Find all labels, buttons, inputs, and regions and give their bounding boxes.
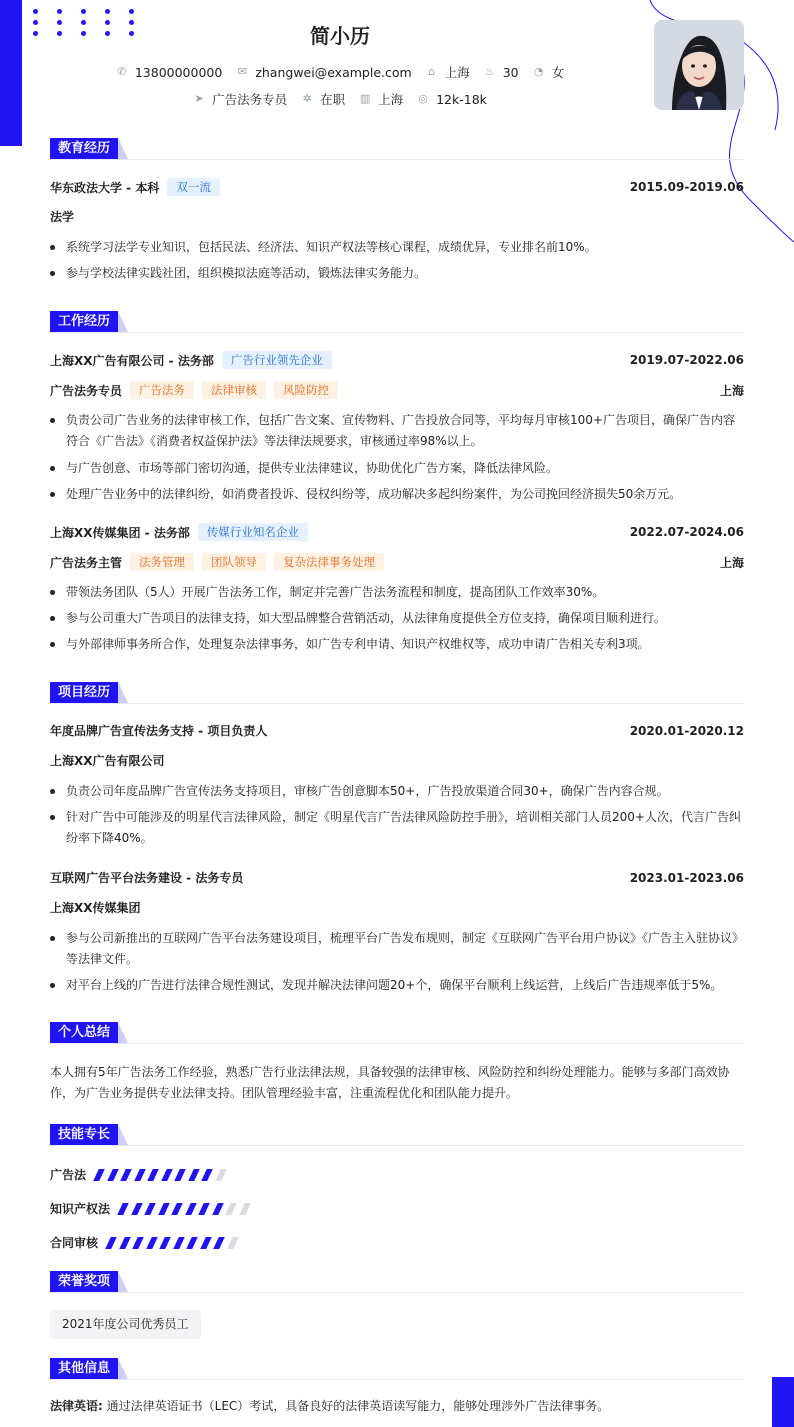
list-item: 带领法务团队（5人）开展广告法务工作，制定并完善广告法务流程和制度，提高团队工作效率30%。: [50, 582, 744, 603]
job-text: 广告法务专员: [212, 92, 288, 107]
project-date: 2020.01-2020.12: [629, 723, 744, 738]
job-row: [0, 90, 680, 108]
major: 法学: [50, 210, 75, 224]
list-item: 负责公司年度品牌广告宣传法务支持项目，审核广告创意脚本50+，广告投放渠道合同30+，确保广告内容合规。: [50, 781, 744, 802]
salary-text: 12k-18k: [436, 91, 487, 107]
age-item: [484, 65, 519, 80]
section-work: [50, 311, 744, 333]
skill-level-segment: [132, 1237, 144, 1249]
section-projects: [50, 682, 744, 704]
skill-level-segment: [147, 1169, 159, 1181]
candidate-name: 简小历: [310, 24, 370, 48]
section-title: 其他信息: [50, 1358, 118, 1379]
list-item: 针对广告中可能涉及的明星代言法律风险，制定《明星代言广告法律风险防控手册》，培训相关部门人员200+人次，代言广告纠纷率下降40%。: [50, 807, 744, 849]
skill-level-bar: [120, 1203, 255, 1215]
skill-level-bar: [108, 1237, 243, 1249]
skill-level-segment: [198, 1203, 210, 1215]
right-accent-bar: [772, 1377, 794, 1427]
list-item: 参与学校法律实践社团，组织模拟法庭等活动，锻炼法律实务能力。: [50, 263, 744, 284]
company-name: 上海XX传媒集团 - 法务部: [50, 525, 190, 540]
gender-icon: ◔: [533, 65, 544, 78]
status-item: [301, 90, 345, 108]
company-badge: 传媒行业知名企业: [198, 523, 308, 541]
list-item: 对平台上线的广告进行法律合规性测试，发现并解决法律问题20+个，确保平台顺利上线运营，上线后广告违规率低于5%。: [50, 975, 744, 996]
section-title: 工作经历: [50, 311, 118, 332]
section-title: 项目经历: [50, 682, 118, 703]
skill-level-segment: [119, 1237, 131, 1249]
section-title: 技能专长: [50, 1124, 118, 1145]
company-badge: 广告行业领先企业: [222, 351, 332, 369]
skill-level-segment: [188, 1169, 200, 1181]
skill-row: [50, 1200, 255, 1217]
school-name: 华东政法大学 - 本科: [50, 180, 160, 195]
list-item: 与外部律师事务所合作，处理复杂法律事务，如广告专利申请、知识产权维权等，成功申请广告相关专利3项。: [50, 634, 744, 655]
section-education: [50, 138, 744, 160]
section-title: 教育经历: [50, 138, 118, 159]
skill-level-segment: [185, 1203, 197, 1215]
project-header: [50, 722, 744, 739]
skill-level-segment: [225, 1203, 237, 1215]
work-role-row: [50, 381, 744, 399]
section-awards: [50, 1271, 744, 1293]
award-chip: 2021年度公司优秀员工: [50, 1310, 201, 1339]
salary-icon: ◎: [418, 92, 428, 105]
skill-level-segment: [144, 1203, 156, 1215]
skill-row: [50, 1166, 231, 1183]
contact-row: [0, 63, 680, 81]
project-org: 上海XX广告有限公司: [50, 754, 165, 768]
other-text: 通过法律英语证书（LEC）考试，具备良好的法律英语读写能力，能够处理涉外广告法律事务。: [106, 1399, 610, 1413]
skill-level-segment: [213, 1237, 225, 1249]
skill-tag: 团队领导: [202, 553, 266, 571]
skill-tag: 法律审核: [202, 381, 266, 399]
phone-icon: ✆: [117, 65, 127, 78]
project-org: 上海XX传媒集团: [50, 901, 141, 915]
role-title: 广告法务主管: [50, 555, 123, 570]
list-item: 负责公司广告业务的法律审核工作，包括广告文案、宣传物料、广告投放合同等，平均每月审核100+广告项目，确保广告内容符合《广告法》《消费者权益保护法》等法律法规要求，审核通过率98%以上。: [50, 410, 744, 452]
home-icon: ⌂: [428, 65, 436, 78]
skill-level-segment: [201, 1169, 213, 1181]
skill-tag: 风险防控: [274, 381, 338, 399]
skill-level-segment: [239, 1203, 251, 1215]
skill-row: [50, 1234, 243, 1251]
gender-item: [533, 63, 565, 81]
skill-level-segment: [174, 1169, 186, 1181]
section-title: 荣誉奖项: [50, 1271, 118, 1292]
work-location: 上海: [719, 555, 744, 570]
skill-level-segment: [146, 1237, 158, 1249]
skill-level-segment: [215, 1169, 227, 1181]
company-name: 上海XX广告有限公司 - 法务部: [50, 353, 214, 368]
project-title: 年度品牌广告宣传法务支持 - 项目负责人: [50, 724, 268, 738]
project-header: [50, 869, 744, 886]
city-text: 上海: [378, 92, 404, 107]
list-item: 参与公司重大广告项目的法律支持，如大型品牌整合营销活动，从法律角度提供全方位支持，确保项目顺利进行。: [50, 608, 744, 629]
send-icon: ➤: [194, 92, 204, 105]
role-title: 广告法务专员: [50, 383, 123, 398]
skill-level-segment: [161, 1169, 173, 1181]
skill-tag: 法务管理: [130, 553, 194, 571]
avatar: [654, 20, 744, 110]
skill-level-segment: [107, 1169, 119, 1181]
phone-item: [116, 65, 222, 80]
email-text: zhangwei@example.com: [255, 64, 412, 80]
summary-text: 本人拥有5年广告法务工作经验，熟悉广告行业法律法规，具备较强的法律审核、风险防控和纠纷处理能力。能够与多部门高效协作，为广告业务提供专业法律支持。团队管理经验丰富，注重流程优化和团队能力提升。: [50, 1065, 730, 1100]
skill-level-segment: [120, 1169, 132, 1181]
skill-level-segment: [171, 1203, 183, 1215]
skill-level-segment: [212, 1203, 224, 1215]
section-summary: [50, 1022, 744, 1044]
job-item: [193, 90, 287, 108]
status-text: 在职: [320, 92, 346, 107]
list-item: 处理广告业务中的法律纠纷，如消费者投诉、侵权纠纷等，成功解决多起纠纷案件，为公司挽回经济损失50余万元。: [50, 484, 744, 505]
skill-level-segment: [93, 1169, 105, 1181]
phone-text: 13800000000: [134, 64, 223, 80]
skill-level-segment: [158, 1203, 170, 1215]
work-header: [50, 351, 744, 369]
location-text: 上海: [444, 65, 470, 80]
skill-level-segment: [134, 1169, 146, 1181]
work-date: 2022.07-2024.06: [629, 525, 744, 539]
section-other: [50, 1358, 744, 1380]
skill-name: 合同审核: [50, 1236, 99, 1250]
email-item: [236, 65, 411, 80]
city-item: [359, 90, 403, 108]
skill-name: 知识产权法: [50, 1202, 111, 1216]
list-item: 系统学习法学专业知识，包括民法、经济法、知识产权法等核心课程，成绩优异，专业排名前10%。: [50, 237, 744, 258]
work-location: 上海: [719, 383, 744, 398]
skill-level-segment: [186, 1237, 198, 1249]
age-text: 30: [502, 64, 519, 80]
skill-tag: 复杂法律事务处理: [274, 553, 384, 571]
skill-level-segment: [159, 1237, 171, 1249]
skill-level-segment: [200, 1237, 212, 1249]
other-label: 法律英语:: [50, 1399, 103, 1413]
list-item: 参与公司新推出的互联网广告平台法务建设项目，梳理平台广告发布规则，制定《互联网广告平台用户协议》《广告主入驻协议》等法律文件。: [50, 928, 744, 970]
other-info: [50, 1396, 744, 1417]
skill-level-segment: [173, 1237, 185, 1249]
education-header: [50, 178, 744, 196]
project-title: 互联网广告平台法务建设 - 法务专员: [50, 871, 244, 885]
skill-level-bar: [96, 1169, 231, 1181]
building-icon: ▥: [359, 92, 371, 105]
skill-level-segment: [105, 1237, 117, 1249]
list-item: 与广告创意、市场等部门密切沟通，提供专业法律建议，协助优化广告方案，降低法律风险。: [50, 458, 744, 479]
skill-tag: 广告法务: [130, 381, 194, 399]
gender-text: 女: [551, 65, 565, 80]
cake-icon: ♨: [484, 65, 495, 78]
skill-level-segment: [227, 1237, 239, 1249]
status-icon: ✲: [302, 92, 312, 105]
location-item: [426, 63, 470, 81]
section-title: 个人总结: [50, 1022, 118, 1043]
project-date: 2023.01-2023.06: [629, 870, 744, 885]
skill-level-segment: [117, 1203, 129, 1215]
skill-name: 广告法: [50, 1168, 87, 1182]
school-badge: 双一流: [167, 178, 220, 196]
mail-icon: ✉: [237, 65, 247, 78]
work-header: [50, 523, 744, 541]
section-skills: [50, 1124, 744, 1146]
work-role-row: [50, 553, 744, 571]
work-date: 2019.07-2022.06: [629, 353, 744, 367]
salary-item: [417, 92, 487, 107]
skill-level-segment: [131, 1203, 143, 1215]
education-date: 2015.09-2019.06: [629, 180, 744, 194]
